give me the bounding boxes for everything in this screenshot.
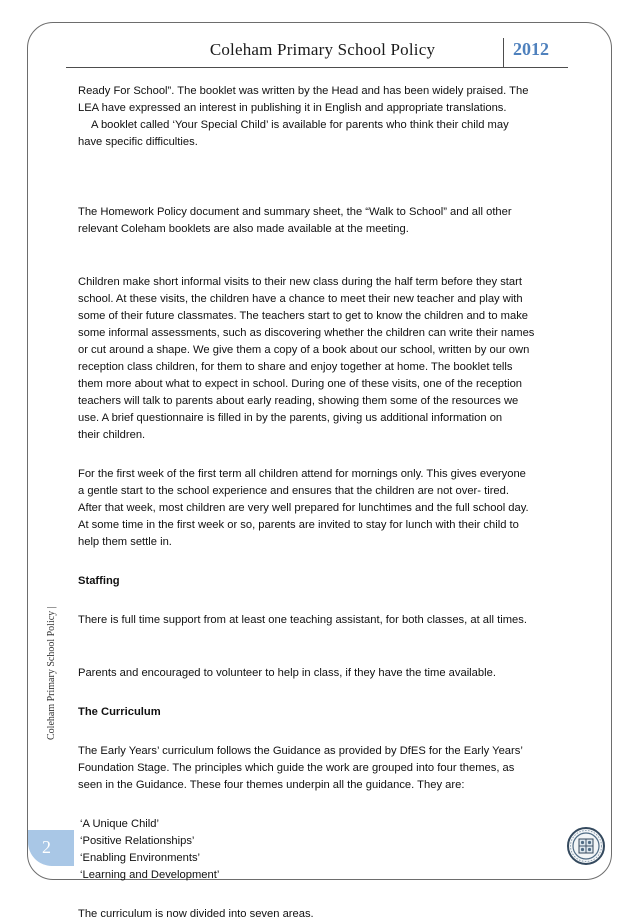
school-crest-icon	[566, 826, 606, 866]
paragraph-informal-visits	[78, 274, 568, 444]
side-label: Coleham Primary School Policy |	[46, 606, 57, 740]
text-line: or cut around a shape. We give them a copy of a book about our school, written by our own	[78, 344, 530, 356]
text-line: At some time in the first week or so, parents are invited to stay for lunch with their child to	[78, 519, 519, 531]
text-line: The Homework Policy document and summary sheet, the “Walk to School” and all other	[78, 206, 512, 218]
paragraph-first-week	[78, 466, 568, 551]
text-line: school. At these visits, the children have a chance to meet their new teacher and play with	[78, 293, 523, 305]
list-item: ‘Enabling Environments’	[80, 852, 201, 864]
text-line: have specific difficulties.	[78, 136, 198, 148]
text-line: Ready For School”. The booklet was written by the Head and has been widely praised. The	[78, 85, 529, 97]
text-line: Foundation Stage. The principles which guide the work are grouped into four themes, as	[78, 762, 515, 774]
text-line: seen in the Guidance. These four themes underpin all the guidance. They are:	[78, 779, 465, 791]
document-body	[78, 83, 568, 923]
heading-staffing: Staffing	[78, 575, 120, 587]
text-line: a gentle start to the school experience and ensures that the children are not over- tired.	[78, 485, 509, 497]
text-line: their children.	[78, 429, 146, 441]
list-item: ‘Positive Relationships’	[80, 835, 195, 847]
text-line: use. A brief questionnaire is filled in by the parents, giving us additional information on	[78, 412, 503, 424]
text-line: LEA have expressed an interest in publishing it in English and appropriate translations.	[78, 102, 507, 114]
text-line: The Early Years’ curriculum follows the Guidance as provided by DfES for the Early Years’	[78, 745, 523, 757]
paragraph-curriculum	[78, 743, 568, 794]
text-line: some of their future classmates. The teachers start to get to know the children and to make	[78, 310, 529, 322]
list-item: ‘A Unique Child’	[80, 818, 159, 830]
text-line: some informal assessments, such as discovering whether the children can write their names	[78, 327, 535, 339]
text-line: Children make short informal visits to their new class during the half term before they start	[78, 276, 522, 288]
text-line: For the first week of the first term all children attend for mornings only. This gives everyone	[78, 468, 526, 480]
text-line: relevant Coleham booklets are also made available at the meeting.	[78, 223, 409, 235]
paragraph-volunteers: Parents and encouraged to volunteer to help in class, if they have the time available.	[78, 667, 496, 679]
paragraph-staffing: There is full time support from at least one teaching assistant, for both classes, at all times.	[78, 614, 527, 626]
heading-curriculum: The Curriculum	[78, 706, 161, 718]
header-title: Coleham Primary School Policy	[209, 40, 436, 59]
paragraph-seven-areas: The curriculum is now divided into seven areas.	[78, 908, 314, 920]
themes-list	[78, 816, 568, 884]
header-year: 2012	[513, 39, 549, 59]
text-line: reception class children, for them to share and enjoy together at home. The booklet tells	[78, 361, 513, 373]
page-number: 2	[42, 837, 51, 857]
text-line: them more about what to expect in school. During one of these visits, one of the reception	[78, 378, 523, 390]
list-item: ‘Learning and Development’	[80, 869, 220, 881]
text-line: help them settle in.	[78, 536, 172, 548]
paragraph-homework-policy	[78, 204, 568, 238]
text-line: After that week, most children are very well prepared for lunchtimes and the full school day.	[78, 502, 529, 514]
text-line: A booklet called ‘Your Special Child’ is available for parents who think their child may	[91, 119, 509, 131]
header-divider	[503, 38, 504, 68]
header-rule	[66, 67, 568, 68]
paragraph-ready-for-school	[78, 83, 568, 151]
text-line: teachers will talk to parents about early reading, showing them some of the resources we	[78, 395, 519, 407]
